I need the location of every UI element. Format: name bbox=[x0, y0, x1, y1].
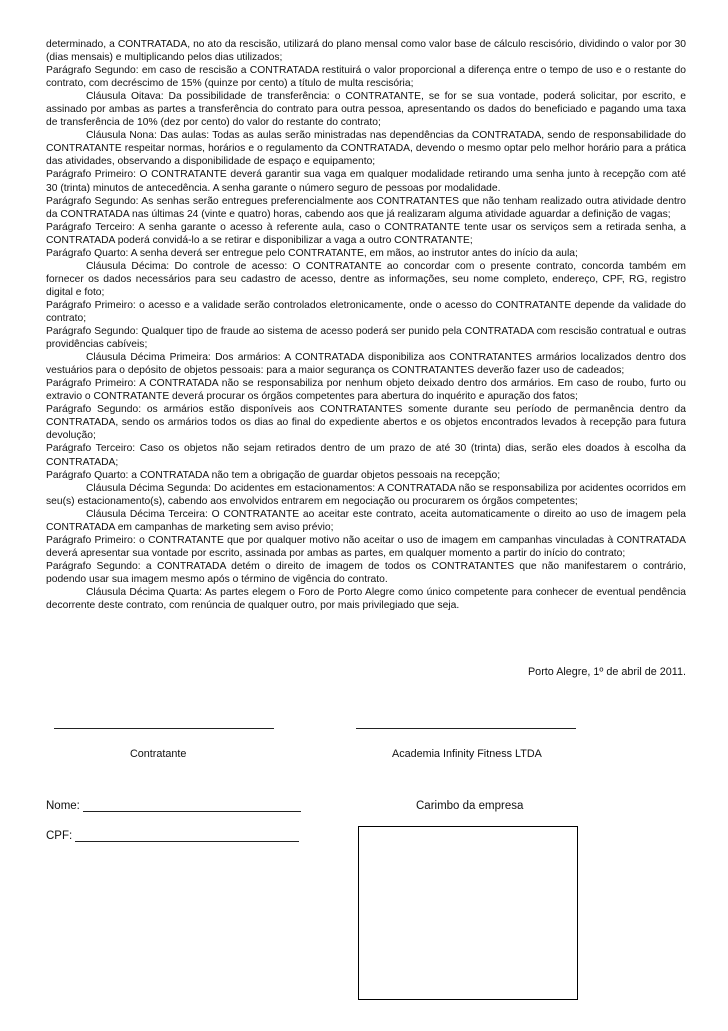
contract-paragraph: Parágrafo Primeiro: o CONTRATANTE que por qualquer motivo não aceitar o uso de imagem em campanhas vinculadas à CONTRATADA deverá apresentar sua vontade por escrito, assinada por ambas as partes, em qualquer momento a partir do início do contrato; bbox=[46, 534, 686, 559]
contract-paragraph: Cláusula Oitava: Da possibilidade de transferência: o CONTRATANTE, se for se sua vontade, poderá solicitar, por escrito, e assinado por ambas as partes a transferência do contrato para outra pessoa, apresentando os dados do beneficiado e pagando uma taxa de transferência de 10% (dez por cento) do valor do restante do contrato; bbox=[46, 91, 686, 129]
date-line: Porto Alegre, 1º de abril de 2011. bbox=[527, 666, 686, 678]
cpf-label: CPF: bbox=[46, 830, 73, 842]
cpf-blank-line bbox=[75, 831, 299, 842]
cpf-field bbox=[46, 830, 299, 842]
contract-paragraph: Cláusula Décima Primeira: Dos armários: A CONTRATADA disponibiliza aos CONTRATANTES armários localizados dentro dos vestuários para o depósito de objetos pessoais: para a maior segurança os CONTRATANTES deverão fazer uso de cadeados; bbox=[46, 352, 686, 377]
contract-paragraph: Parágrafo Primeiro: A CONTRATADA não se responsabiliza por nenhum objeto deixado dentro dos armários. Em caso de roubo, furto ou extravio o CONTRATANTE deverá procurar os órgãos competentes para abertura do inquérito e apuração dos fatos; bbox=[46, 378, 686, 403]
contract-paragraph: Parágrafo Terceiro: Caso os objetos não sejam retirados dentro de um prazo de até 30 (trinta) dias, serão eles doados à escolha da CONTRATADA; bbox=[46, 443, 686, 468]
nome-blank-line bbox=[83, 801, 301, 812]
signature-line-academia bbox=[356, 728, 576, 729]
contract-paragraph: Parágrafo Terceiro: A senha garante o acesso à referente aula, caso o CONTRATANTE tente usar os serviços sem a retirada senha, a CONTRATADA poderá convidá-lo a se retirar e disponibilizar a vaga a outro CONTRATANTE; bbox=[46, 221, 686, 246]
contract-paragraph: Cláusula Décima: Do controle de acesso: O CONTRATANTE ao concordar com o presente contrato, concorda também em fornecer os dados necessários para seu cadastro de acesso, dentre as informações, seu nome completo, endereço, CPF, RG, registro digital e foto; bbox=[46, 260, 686, 298]
contract-paragraph: Cláusula Décima Terceira: O CONTRATANTE ao aceitar este contrato, aceita automaticamente o direito ao uso de imagem pela CONTRATADA em campanhas de marketing sem aviso prévio; bbox=[46, 508, 686, 533]
contract-paragraph: Parágrafo Primeiro: O CONTRATANTE deverá garantir sua vaga em qualquer modalidade retirando uma senha junto à recepção com até 30 (trinta) minutos de antecedência. A senha garante o número seguro de pessoas por modalidade. bbox=[46, 169, 686, 194]
signature-label-contratante: Contratante bbox=[130, 748, 187, 760]
contract-paragraph: Cláusula Décima Quarta: As partes elegem o Foro de Porto Alegre como único competente para conhecer de eventual pendência decorrente deste contrato, com renúncia de qualquer outro, por mais privilegiado que seja. bbox=[46, 586, 686, 612]
contract-paragraph: Cláusula Nona: Das aulas: Todas as aulas serão ministradas nas dependências da CONTRATADA, sendo de responsabilidade do CONTRATANTE respeitar normas, horários e o regulamento da CONTRATADA, devendo o mesmo optar pelo melhor horário para a prática das atividades, observando a disponibilidade de espaço e equipamento; bbox=[46, 130, 686, 168]
contract-paragraph: Parágrafo Quarto: A senha deverá ser entregue pelo CONTRATANTE, em mãos, ao instrutor antes do início da aula; bbox=[46, 247, 578, 259]
contract-paragraph: Parágrafo Primeiro: o acesso e a validade serão controlados eletronicamente, onde o acesso do CONTRATANTE depende da validade do contrato; bbox=[46, 299, 686, 324]
contract-paragraph: Parágrafo Segundo: a CONTRATADA detém o direito de imagem de todos os CONTRATANTES que não manifestarem o contrário, podendo usar sua imagem mesmo após o término de vigência do contrato. bbox=[46, 560, 686, 585]
stamp-box bbox=[358, 826, 578, 1000]
contract-body bbox=[46, 38, 686, 612]
nome-field bbox=[46, 800, 301, 812]
contract-paragraph: Parágrafo Segundo: As senhas serão entregues preferencialmente aos CONTRATANTES que não tenham realizado outra atividade dentro da CONTRATADA nas últimas 24 (vinte e quatro) horas, cabendo aos que já realizaram alguma atividade aguardar a definição de vagas; bbox=[46, 195, 686, 220]
nome-label: Nome: bbox=[46, 800, 80, 812]
contract-paragraph: Parágrafo Segundo: em caso de rescisão a CONTRATADA restituirá o valor proporcional a diferença entre o tempo de uso e o restante do contrato, com decréscimo de 15% (quinze por cento) a título de multa rescisória; bbox=[46, 65, 686, 90]
contract-paragraph: Parágrafo Segundo: os armários estão disponíveis aos CONTRATANTES somente durante seu período de permanência dentro da CONTRATADA, sendo os armários todos os dias ao final do expediente abertos e os objetos encontrados levados à recepção para futura devolução; bbox=[46, 404, 686, 442]
signature-label-academia: Academia Infinity Fitness LTDA bbox=[392, 748, 542, 760]
stamp-label: Carimbo da empresa bbox=[416, 800, 524, 812]
signature-line-contratante bbox=[54, 728, 274, 729]
contract-paragraph: Cláusula Décima Segunda: Do acidentes em estacionamentos: A CONTRATADA não se responsabiliza por acidentes ocorridos em seu(s) estacionamento(s), cabendo aos envolvidos entrarem em negociação ou procurarem os órgãos competentes; bbox=[46, 482, 686, 507]
contract-paragraph: Parágrafo Quarto: a CONTRATADA não tem a obrigação de guardar objetos pessoais na recepção; bbox=[46, 469, 501, 481]
contract-paragraph: determinado, a CONTRATADA, no ato da rescisão, utilizará do plano mensal como valor base de cálculo rescisório, dividindo o valor por 30 (dias mensais) e multiplicando pelos dias utilizados; bbox=[46, 39, 686, 64]
contract-page bbox=[46, 38, 686, 612]
contract-paragraph: Parágrafo Segundo: Qualquer tipo de fraude ao sistema de acesso poderá ser punido pela CONTRATADA com rescisão contratual e outras providências cabíveis; bbox=[46, 326, 686, 351]
